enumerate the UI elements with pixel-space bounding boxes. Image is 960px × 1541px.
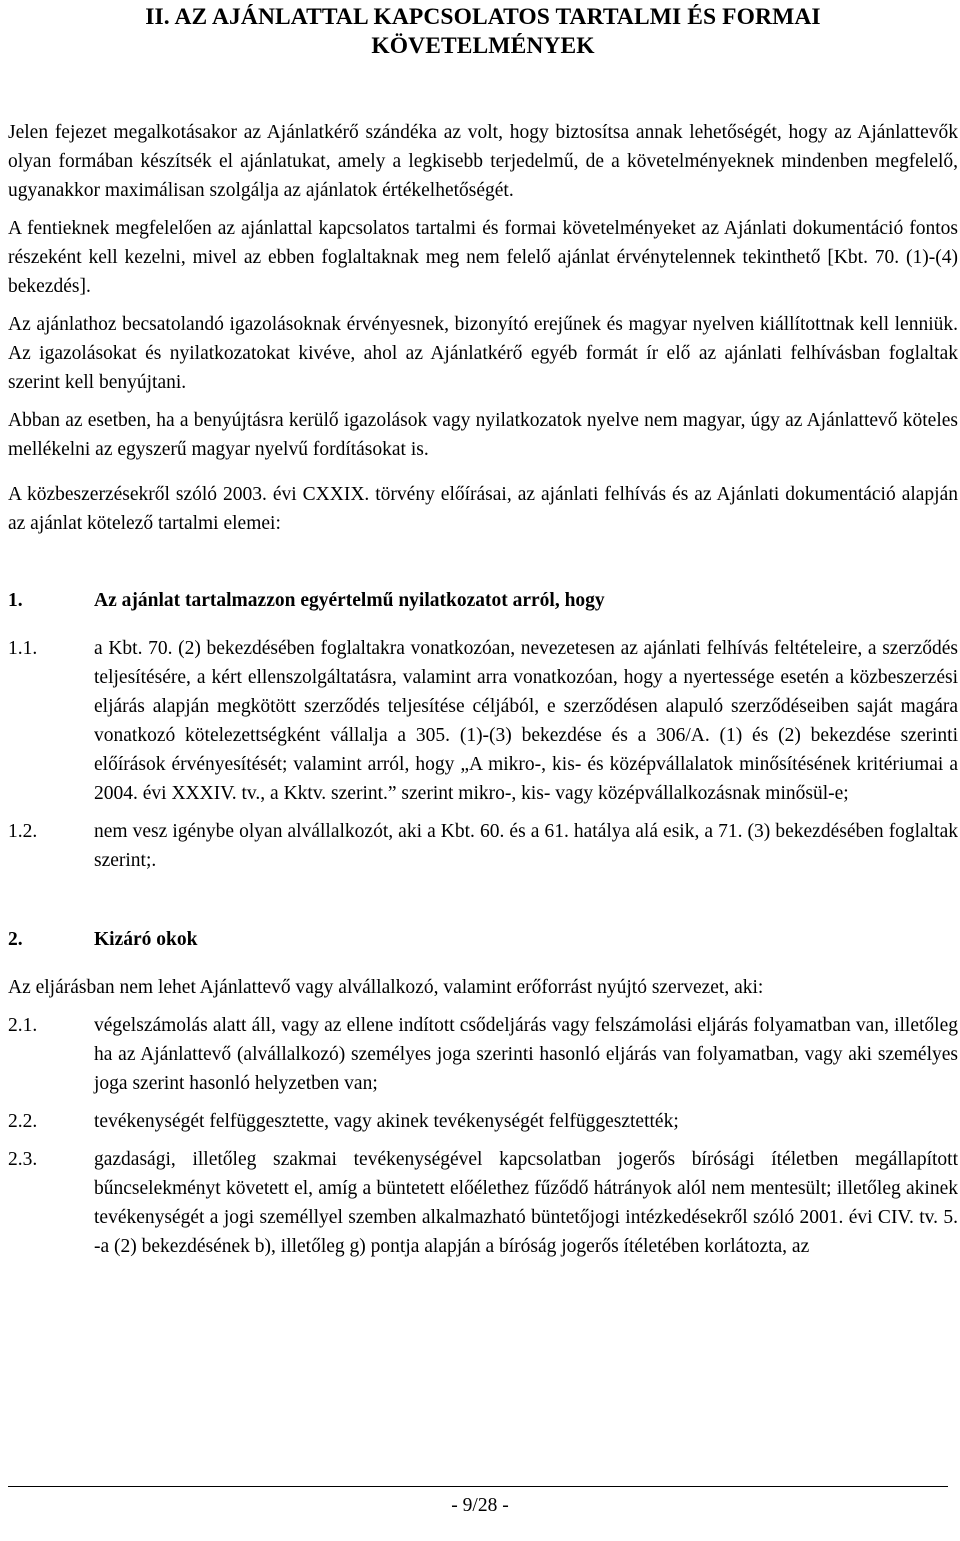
intro-paragraph-2: A fentieknek megfelelően az ajánlattal kapcsolatos tartalmi és formai követelményeket az Ajánlati dokumentáció fontos részeként kell kezelni, mivel az ebben foglaltaknak meg nem felelő ajánlat érvénytelennek tekinthető [Kbt. 70. (1)-(4) bekezdés]. bbox=[8, 218, 958, 297]
title-line-2: KÖVETELMÉNYEK bbox=[371, 33, 595, 59]
list-item-number: 2.2. bbox=[8, 1111, 38, 1132]
list-item-2-2 bbox=[8, 1107, 958, 1136]
section-2-number: 2. bbox=[8, 929, 23, 950]
list-item-number: 2.3. bbox=[8, 1149, 38, 1170]
section-1-title: Az ajánlat tartalmazzon egyértelmű nyilatkozatot arról, hogy bbox=[94, 590, 605, 611]
footer-divider bbox=[8, 1486, 948, 1487]
intro-paragraph-1: Jelen fejezet megalkotásakor az Ajánlatkérő szándéka az volt, hogy biztosítsa annak lehetőségét, hogy az Ajánlattevők olyan formában készítsék el ajánlatukat, amely a legkisebb terjedelmű, de a követelményeknek mindenben megfelelő, ugyanakkor maximálisan szolgálja az ajánlatok értékelhetőségét. bbox=[8, 122, 958, 201]
list-item-1-1 bbox=[8, 634, 958, 808]
section-2-title: Kizáró okok bbox=[94, 929, 198, 950]
intro-paragraph-5: A közbeszerzésekről szóló 2003. évi CXXIX. törvény előírásai, az ajánlati felhívás és az Ajánlati dokumentáció alapján az ajánlat kötelező tartalmi elemei: bbox=[8, 484, 958, 534]
list-item-text: gazdasági, illetőleg szakmai tevékenységével kapcsolatban jogerős bírósági ítéletben megállapított bűncselekményt követett el, amíg a büntetett előélethez fűződő hátrányok alól nem mentesült; illetőleg akinek tevékenységét a jogi személlyel szemben alkalmazható büntetőjogi intézkedésekről szóló 2001. évi CIV. tv. 5. -a (2) bekezdésének b), illetőleg g) pontja alapján a bíróság jogerős ítéletében korlátozta, az bbox=[94, 1149, 958, 1257]
list-item-2-3 bbox=[8, 1145, 958, 1261]
section-1-number: 1. bbox=[8, 590, 23, 611]
section-1-heading bbox=[8, 586, 958, 615]
list-item-2-1 bbox=[8, 1011, 958, 1098]
section-2-intro: Az eljárásban nem lehet Ajánlattevő vagy alvállalkozó, valamint erőforrást nyújtó szervezet, aki: bbox=[8, 977, 764, 998]
list-item-text: a Kbt. 70. (2) bekezdésében foglaltakra vonatkozóan, nevezetesen az ajánlati felhívás feltételeire, a szerződés teljesítésére, a kért ellenszolgáltatásra, valamint arra vonatkozóan, hogy a nyertessége esetén a közbeszerzési eljárás alapján megkötött szerződés teljesítése céljából, e szerződésen alapuló szerződéseiben saját magára vonatkozó kötelezettségként vállalja a 305. (1)-(3) bekezdése és a 306/A. (1) és (2) bekezdése szerinti előírások érvényesítését; valamint arról, hogy „A mikro-, kis- és középvállalatok minősítésének kritériumai a 2004. évi XXXIV. tv., a Kktv. szerint.” szerint mikro-, kis- vagy középvállalkozásnak minősül-e; bbox=[94, 638, 958, 804]
document-page bbox=[8, 0, 958, 1261]
list-item-text: nem vesz igénybe olyan alvállalkozót, aki a Kbt. 60. és a 61. hatálya alá esik, a 71. (3) bekezdésében foglaltak szerint;. bbox=[94, 821, 958, 871]
page-number: - 9/28 - bbox=[451, 1495, 509, 1516]
list-item-text: végelszámolás alatt áll, vagy az ellene indított csődeljárás vagy felszámolási eljárás folyamatban van, illetőleg ha az Ajánlattevő (alvállalkozó) személyes joga szerinti hasonló eljárás van folyamatban, vagy aki személyes joga szerint hasonló helyzetben van; bbox=[94, 1015, 958, 1094]
list-item-text: tevékenységét felfüggesztette, vagy akinek tevékenységét felfüggesztették; bbox=[94, 1111, 679, 1132]
list-item-number: 1.1. bbox=[8, 638, 38, 659]
intro-paragraph-3: Az ajánlathoz becsatolandó igazolásoknak érvényesnek, bizonyító erejűnek és magyar nyelven kiállítottnak kell lenniük. Az igazolásokat és nyilatkozatokat kivéve, ahol az Ajánlatkérő egyéb formát ír elő az ajánlati felhívásban foglaltak szerint kell benyújtani. bbox=[8, 314, 958, 393]
list-item-number: 2.1. bbox=[8, 1015, 38, 1036]
list-item-number: 1.2. bbox=[8, 821, 38, 842]
title-line-1: II. AZ AJÁNLATTAL KAPCSOLATOS TARTALMI ÉS FORMAI bbox=[145, 4, 821, 30]
section-2-heading bbox=[8, 925, 958, 954]
page-title bbox=[8, 0, 958, 61]
intro-paragraph-4: Abban az esetben, ha a benyújtásra kerülő igazolások vagy nyilatkozatok nyelve nem magyar, úgy az Ajánlattevő köteles mellékelni az egyszerű magyar nyelvű fordításokat is. bbox=[8, 410, 958, 460]
list-item-1-2 bbox=[8, 817, 958, 875]
